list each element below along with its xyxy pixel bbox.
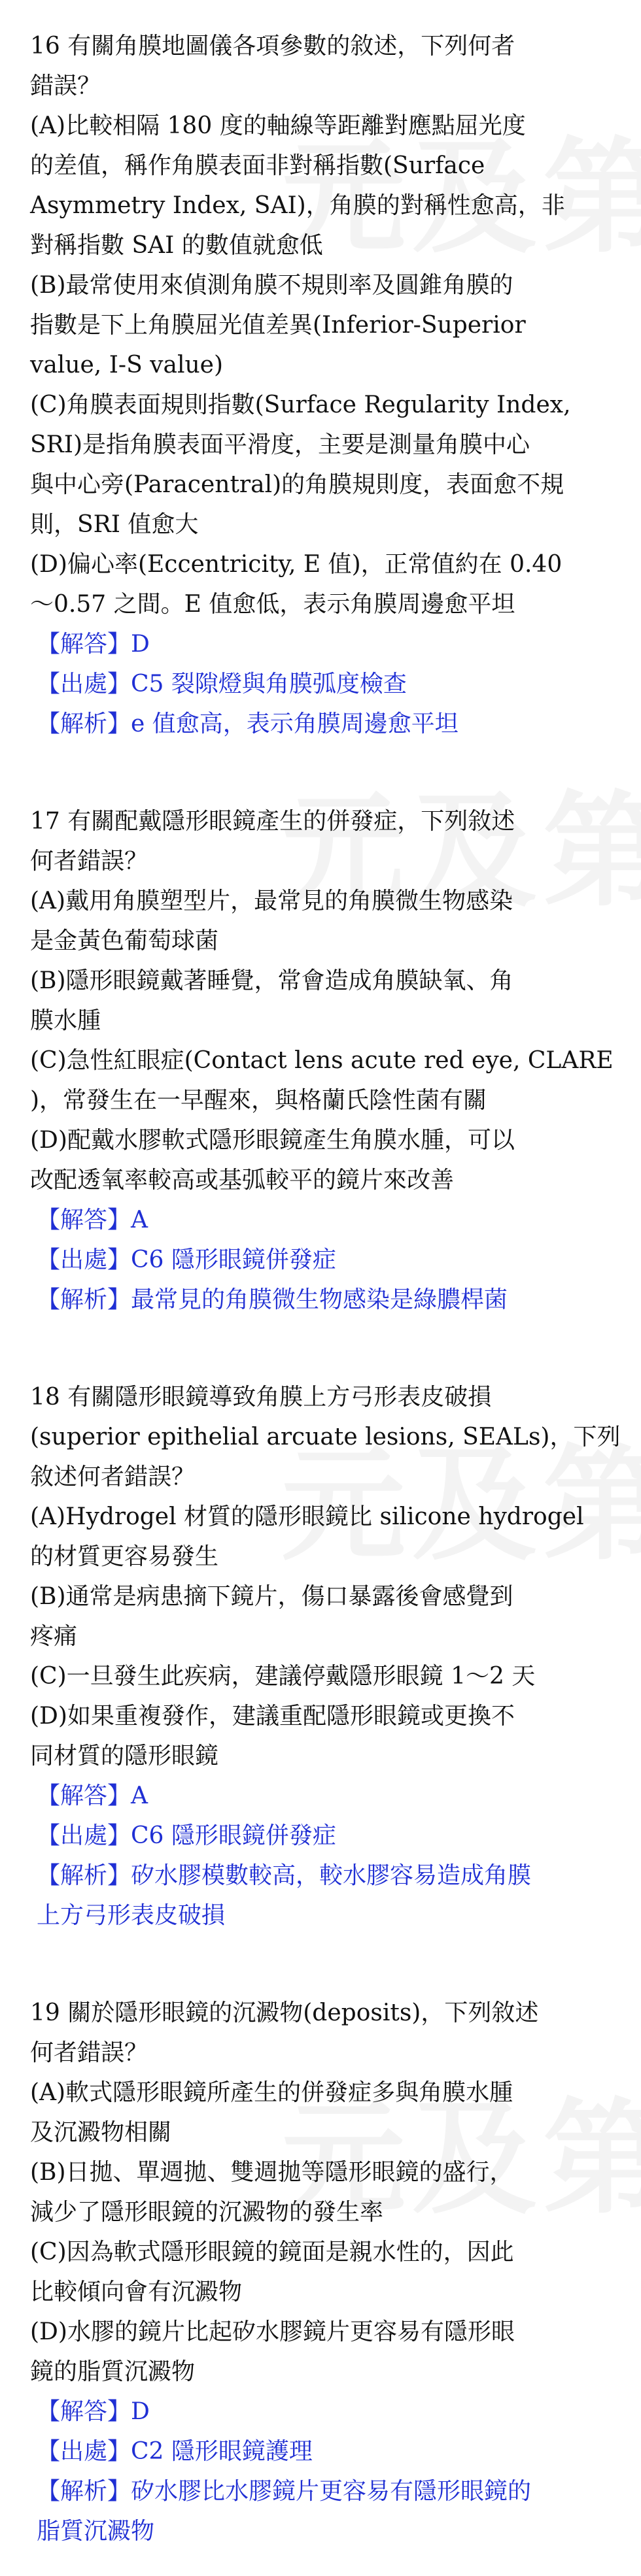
- question-stem: 18 有關隱形眼鏡導致角膜上方弓形表皮破損: [30, 1384, 492, 1411]
- option-a: 的材質更容易發生: [30, 1543, 219, 1570]
- question-stem: 何者錯誤？: [30, 2039, 148, 2066]
- option-b: 指數是下上角膜屈光值差異(Inferior-Superior: [30, 312, 526, 339]
- option-d: (D)配戴水膠軟式隱形眼鏡產生角膜水腫，可以: [30, 1127, 515, 1154]
- option-b: 膜水腫: [30, 1007, 101, 1034]
- option-c: 則，SRI 值愈大: [30, 511, 199, 538]
- question-18: [30, 1377, 621, 1935]
- question-stem: 敘述何者錯誤？: [30, 1464, 196, 1490]
- option-a: 及沉澱物相關: [30, 2119, 172, 2146]
- explanation-label: 【解析】矽水膠模數較高，較水膠容易造成角膜: [37, 1862, 532, 1889]
- option-d: 改配透氧率較高或基弧較平的鏡片來改善: [30, 1167, 455, 1194]
- question-17: [30, 801, 617, 1320]
- source-label: 【出處】C6 隱形眼鏡併發症: [37, 1822, 336, 1849]
- question-stem: 19 關於隱形眼鏡的沉澱物(deposits)，下列敘述: [30, 1999, 539, 2026]
- option-a: (A)戴用角膜塑型片，最常見的角膜微生物感染: [30, 888, 513, 914]
- option-a: (A)比較相隔 180 度的軸線等距離對應點屈光度: [30, 112, 526, 139]
- question-stem: (superior epithelial arcuate lesions, SEALs)，下列: [30, 1424, 621, 1450]
- option-a: 是金黃色葡萄球菌: [30, 928, 219, 954]
- option-b: 減少了隱形眼鏡的沉澱物的發生率: [30, 2199, 384, 2226]
- question-stem: 錯誤？: [30, 73, 101, 99]
- source-label: 【出處】C5 裂隙燈與角膜弧度檢查: [37, 671, 407, 697]
- option-b: value, I-S value): [30, 352, 224, 378]
- option-c: SRI)是指角膜表面平滑度，主要是測量角膜中心: [30, 431, 530, 458]
- option-c: (C)角膜表面規則指數(Surface Regularity Index,: [30, 392, 571, 418]
- option-a: (A)軟式隱形眼鏡所產生的併發症多與角膜水腫: [30, 2079, 513, 2106]
- option-d: 同材質的隱形眼鏡: [30, 1743, 219, 1769]
- option-d: (D)水膠的鏡片比起矽水膠鏡片更容易有隱形眼: [30, 2318, 515, 2345]
- option-d: (D)如果重複發作，建議重配隱形眼鏡或更換不: [30, 1703, 515, 1730]
- option-d: ～0.57 之間。E 值愈低，表示角膜周邊愈平坦: [30, 591, 515, 618]
- option-c: 與中心旁(Paracentral)的角膜規則度，表面愈不規: [30, 471, 564, 498]
- option-c: (C)急性紅眼症(Contact lens acute red eye, CLARE: [30, 1047, 614, 1074]
- option-b: 疼痛: [30, 1623, 78, 1650]
- option-c: (C)因為軟式隱形眼鏡的鏡面是親水性的，因此: [30, 2239, 514, 2266]
- question-stem: 17 有關配戴隱形眼鏡產生的併發症，下列敘述: [30, 808, 515, 835]
- answer-label: 【解答】D: [37, 631, 150, 658]
- answer-label: 【解答】A: [37, 1207, 148, 1233]
- option-b: (B)日拋、單週拋、雙週拋等隱形眼鏡的盛行，: [30, 2159, 513, 2186]
- option-c: 比較傾向會有沉澱物: [30, 2279, 243, 2305]
- option-d: (D)偏心率(Eccentricity, E 值)，正常值約在 0.40: [30, 551, 563, 578]
- question-16: [30, 26, 617, 744]
- option-d: 鏡的脂質沉澱物: [30, 2358, 196, 2385]
- option-a: 對稱指數 SAI 的數值就愈低: [30, 232, 323, 259]
- option-b: (B)通常是病患摘下鏡片，傷口暴露後會感覺到: [30, 1583, 513, 1610]
- explanation-label: 【解析】矽水膠比水膠鏡片更容易有隱形眼鏡的: [37, 2478, 532, 2505]
- source-label: 【出處】C2 隱形眼鏡護理: [37, 2438, 313, 2465]
- option-c: )，常發生在一早醒來，與格蘭氏陰性菌有關: [30, 1087, 487, 1114]
- option-c: (C)一旦發生此疾病，建議停戴隱形眼鏡 1～2 天: [30, 1663, 536, 1690]
- option-b: (B)隱形眼鏡戴著睡覺，常會造成角膜缺氧、角: [30, 967, 513, 994]
- answer-label: 【解答】D: [37, 2398, 150, 2425]
- answer-label: 【解答】A: [37, 1782, 148, 1809]
- explanation-continued: 上方弓形表皮破損: [37, 1902, 226, 1929]
- source-label: 【出處】C6 隱形眼鏡併發症: [37, 1246, 336, 1273]
- explanation-label: 【解析】e 值愈高，表示角膜周邊愈平坦: [37, 711, 459, 737]
- option-a: 的差值，稱作角膜表面非對稱指數(Surface: [30, 152, 485, 179]
- option-b: (B)最常使用來偵測角膜不規則率及圓錐角膜的: [30, 272, 513, 299]
- question-19: [30, 1993, 617, 2551]
- question-stem: 何者錯誤？: [30, 848, 148, 875]
- option-a: Asymmetry Index, SAI)，角膜的對稱性愈高，非: [30, 192, 565, 219]
- explanation-label: 【解析】最常見的角膜微生物感染是綠膿桿菌: [37, 1286, 508, 1313]
- question-stem: 16 有關角膜地圖儀各項參數的敘述，下列何者: [30, 33, 515, 59]
- option-a: (A)Hydrogel 材質的隱形眼鏡比 silicone hydrogel: [30, 1503, 584, 1530]
- explanation-continued: 脂質沉澱物: [37, 2518, 155, 2545]
